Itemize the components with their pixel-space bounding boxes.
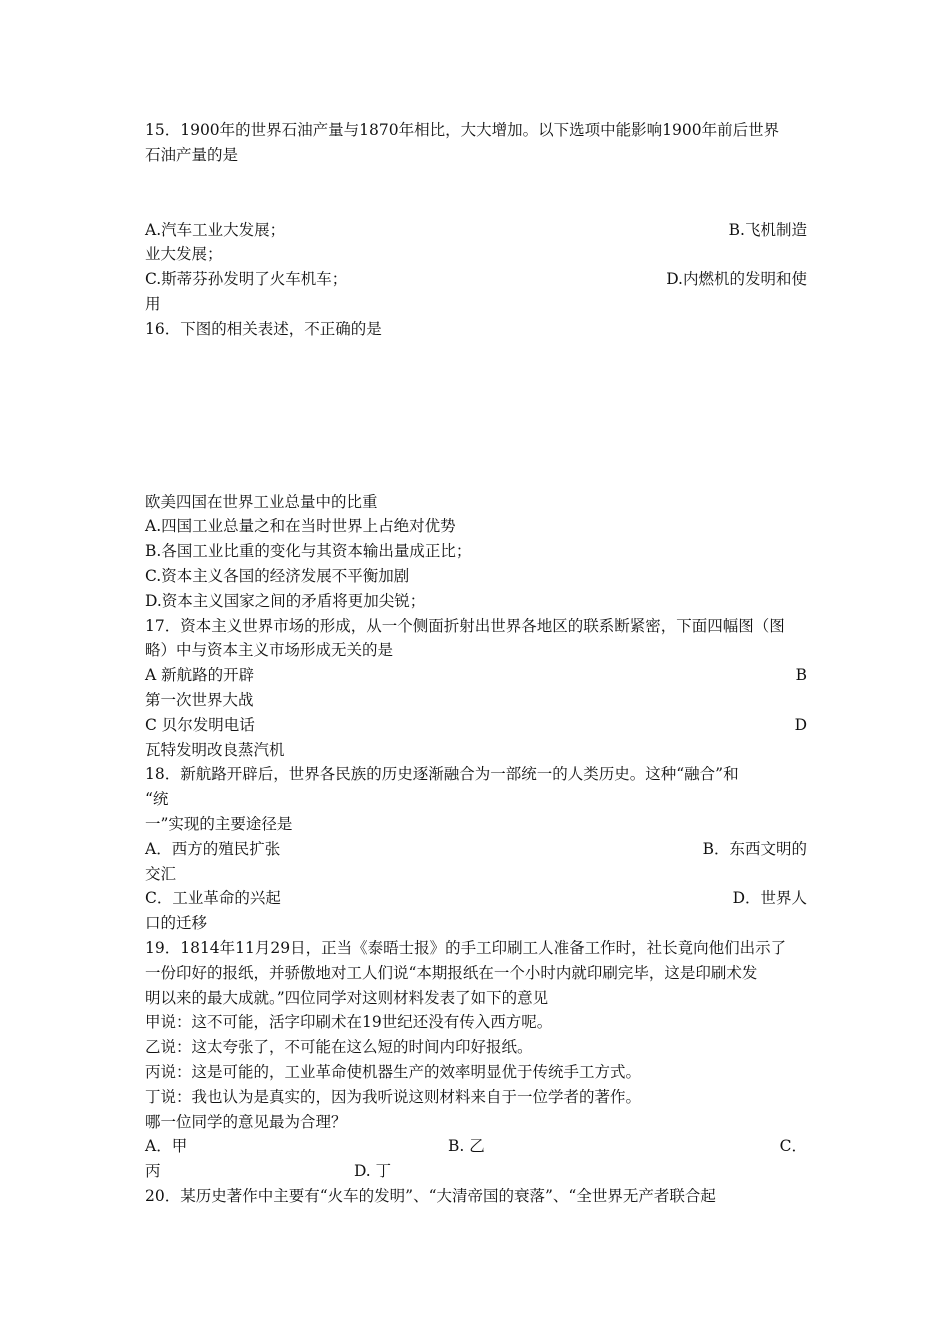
q15-stem-line-1: 15．1900年的世界石油产量与1870年相比，大大增加。以下选项中能影响1900年前后世界: [145, 121, 780, 139]
q18-stem-line-2: “统: [145, 790, 169, 809]
q18-options-row-2: [145, 886, 807, 911]
q19-stem-line-3: 明以来的最大成就。”四位同学对这则材料发表了如下的意见: [145, 988, 549, 1007]
exam-page: [145, 118, 807, 1209]
q16-option-c: C.资本主义各国的经济发展不平衡加剧: [145, 566, 410, 585]
q19-option-c: C．: [779, 1137, 807, 1156]
q19-option-b: B. 乙: [448, 1137, 485, 1156]
q19-stem-line-1: 19．1814年11月29日，正当《泰晤士报》的手工印刷工人准备工作时，社长竟向他们出示了: [145, 938, 787, 957]
q18-option-d: D．世界人: [732, 889, 807, 908]
q17-option-a: A 新航路的开辟: [145, 666, 255, 685]
q15-option-d: D.内燃机的发明和使: [666, 270, 807, 289]
q17-option-d: D: [794, 715, 807, 734]
q19-view-bing: 丙说：这是可能的，工业革命使机器生产的效率明显优于传统手工方式。: [145, 1062, 642, 1081]
q17-option-b-cont: 第一次世界大战: [145, 690, 254, 709]
figure-placeholder: [145, 342, 807, 490]
q17-option-d-cont: 瓦特发明改良蒸汽机: [145, 740, 285, 759]
q15-option-d-cont: 用: [145, 294, 161, 313]
q17-options-row-2: [145, 713, 807, 738]
q15-stem-line-2: 石油产量的是: [145, 145, 239, 164]
q18-options-row-1: [145, 837, 807, 862]
q18-stem-line-3: 一”实现的主要途径是: [145, 814, 293, 833]
q15-option-b-cont: 业大发展；: [145, 245, 223, 264]
q18-option-b-cont: 交汇: [145, 864, 177, 883]
q17-stem-line-2: 略）中与资本主义市场形成无关的是: [145, 641, 394, 660]
q18-stem-line-1: 18．新航路开辟后，世界各民族的历史逐渐融合为一部统一的人类历史。这种“融合”和: [145, 765, 739, 784]
q19-option-a: A．甲: [145, 1137, 188, 1156]
q15-options-row-1: [145, 218, 807, 243]
q16-option-a: A.四国工业总量之和在当时世界上占绝对优势: [145, 517, 456, 536]
q19-view-yi: 乙说：这太夸张了，不可能在这么短的时间内印好报纸。: [145, 1038, 533, 1057]
q19-options-row-2: [145, 1159, 807, 1184]
q16-option-b: B.各国工业比重的变化与其资本输出量成正比；: [145, 542, 472, 561]
q20-stem-line-1: 20．某历史著作中主要有“火车的发明”、“大清帝国的衰落”、“全世界无产者联合起: [145, 1186, 716, 1205]
q16-option-d: D.资本主义国家之间的矛盾将更加尖锐；: [145, 591, 426, 610]
q18-option-a: A．西方的殖民扩张: [145, 839, 281, 858]
q18-option-d-cont: 口的迁移: [145, 914, 208, 933]
q19-option-c-cont: 丙: [145, 1162, 161, 1181]
q15-option-a: A.汽车工业大发展；: [145, 220, 286, 239]
q17-options-row-1: [145, 663, 807, 688]
q19-question: 哪一位同学的意见最为合理？: [145, 1112, 347, 1131]
q15-option-b: B.飞机制造: [728, 220, 807, 239]
q16-figure-caption: 欧美四国在世界工业总量中的比重: [145, 492, 378, 511]
q19-view-jia: 甲说：这不可能，活字印刷术在19世纪还没有传入西方呢。: [145, 1013, 553, 1032]
q17-option-c: C 贝尔发明电话: [145, 715, 255, 734]
q17-option-b: B: [795, 666, 807, 685]
q15-option-c: C.斯蒂芬孙发明了火车机车；: [145, 270, 348, 289]
q18-option-b: B．东西文明的: [702, 839, 807, 858]
q19-option-d: D. 丁: [353, 1162, 392, 1181]
q19-options-row-1: [145, 1134, 807, 1159]
q16-stem: 16．下图的相关表述，不正确的是: [145, 319, 382, 338]
q19-stem-line-2: 一份印好的报纸，并骄傲地对工人们说“本期报纸在一个小时内就印刷完毕，这是印刷术发: [145, 963, 758, 982]
q19-view-ding: 丁说：我也认为是真实的，因为我听说这则材料来自于一位学者的著作。: [145, 1087, 642, 1106]
q15-options-row-2: [145, 267, 807, 292]
q18-option-c: C．工业革命的兴起: [145, 889, 281, 908]
q17-stem-line-1: 17．资本主义世界市场的形成，从一个侧面折射出世界各地区的联系断紧密，下面四幅图（图: [145, 616, 785, 635]
spacer: [145, 168, 807, 218]
